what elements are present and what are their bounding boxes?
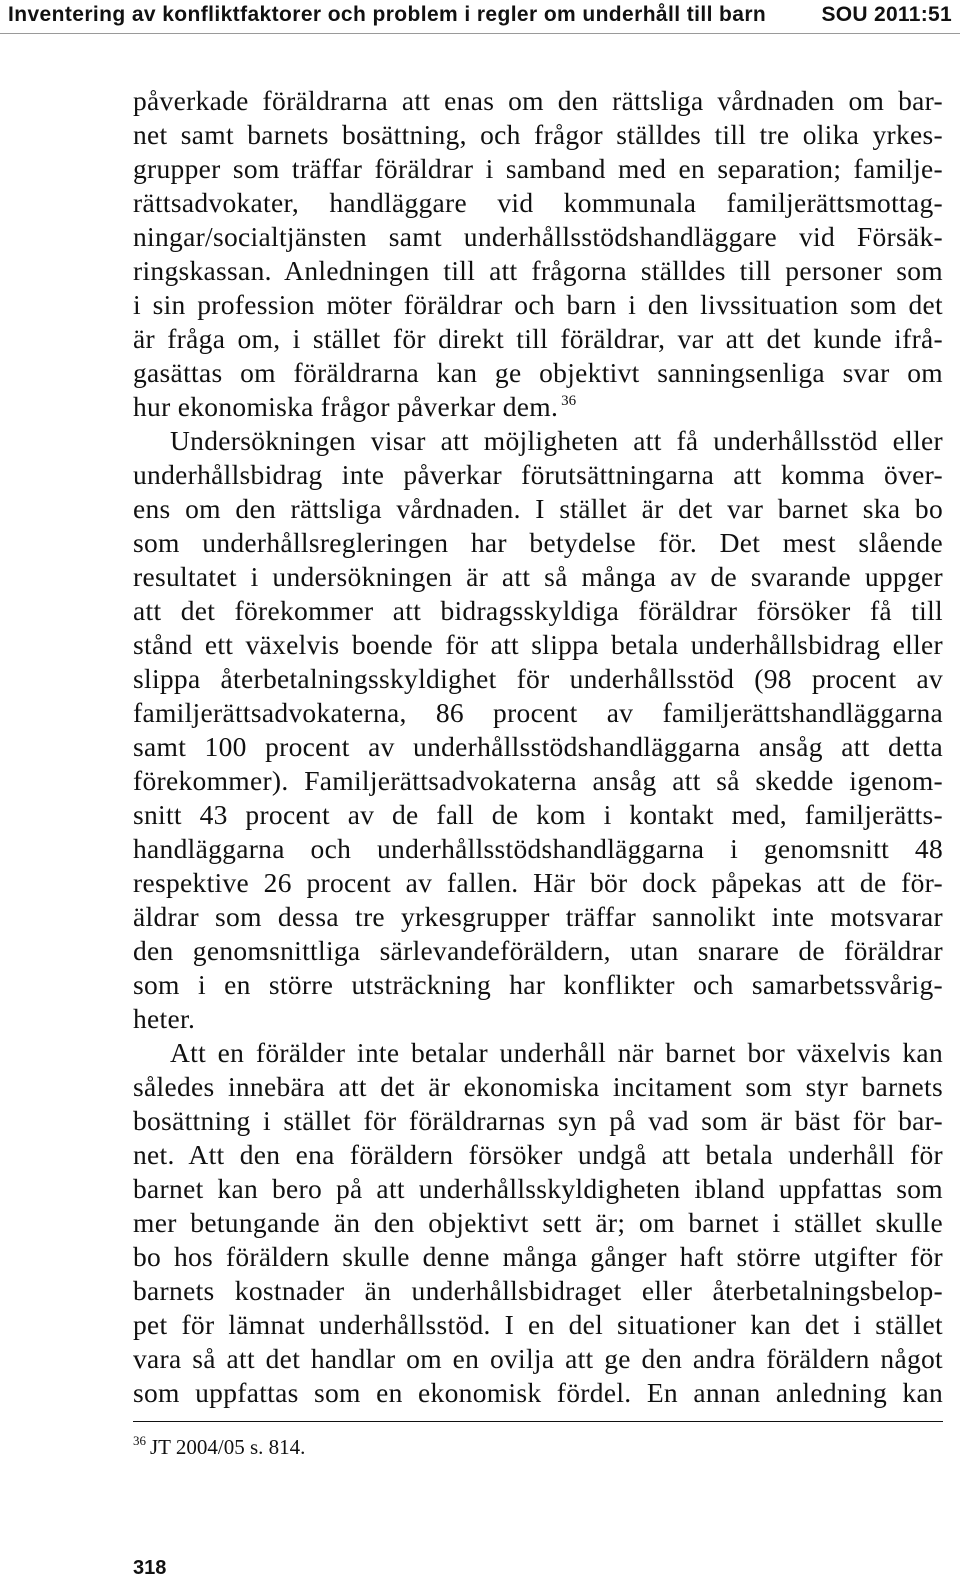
text-line: i sin profession möter föräldrar och barn i den livssituation som det: [133, 289, 943, 320]
text-line: resultatet i undersökningen är att så många av de svarande uppger: [133, 561, 943, 592]
body-text: [133, 84, 943, 1410]
text-line: slippa återbetalningsskyldighet för underhållsstöd (98 procent av: [133, 663, 943, 694]
running-head-series: SOU 2011:51: [821, 3, 952, 26]
text-line: förekommer). Familjerättsadvokaterna ansåg att så skedde igenom-: [133, 765, 943, 796]
text-line: ningar/socialtjänsten samt underhållsstödshandläggare vid Försäk-: [133, 221, 943, 252]
text-line: den genomsnittliga särlevandeföräldern, utan snarare de föräldrar: [133, 935, 943, 966]
text-line: net. Att den ena föräldern försöker undgå att betala underhåll för: [133, 1139, 943, 1170]
text-line: barnet kan bero på att underhållsskyldigheten ibland uppfattas som: [133, 1173, 943, 1204]
header-rule: [0, 33, 960, 34]
text-line: som uppfattas som en ekonomisk fördel. En annan anledning kan: [133, 1377, 943, 1408]
text-line: således innebära att det är ekonomiska incitament som styr barnets: [133, 1071, 943, 1102]
text-line: samt 100 procent av underhållsstödshandläggarna ansåg att detta: [133, 731, 943, 762]
text-line: hur ekonomiska frågor påverkar dem.: [133, 391, 559, 422]
running-head-title: Inventering av konfliktfaktorer och problem i regler om underhåll till barn: [8, 3, 767, 26]
text-line: grupper som träffar föräldrar i samband med en separation; familje-: [133, 153, 943, 184]
text-line: påverkade föräldrarna att enas om den rättsliga vårdnaden om bar-: [133, 85, 943, 116]
text-line: är fråga om, i stället för direkt till föräldrar, var att det kunde ifrå-: [133, 323, 943, 354]
text-line: handläggarna och underhållsstödshandläggarna i genomsnitt 48: [133, 833, 943, 864]
paragraph: [133, 84, 943, 424]
footnote: [133, 1434, 305, 1463]
text-line: som i en större utsträckning har konflikter och samarbetssvårig-: [133, 969, 943, 1000]
footnote-number: 36: [133, 1433, 146, 1448]
text-line: att det förekommer att bidragsskyldiga föräldrar försöker få till: [133, 595, 943, 626]
text-line: snitt 43 procent av de fall de kom i kontakt med, familjerätts-: [133, 799, 943, 830]
text-line: Undersökningen visar att möjligheten att få underhållsstöd eller: [170, 425, 943, 456]
text-line: familjerättsadvokaterna, 86 procent av familjerättshandläggarna: [133, 697, 943, 728]
text-line: rättsadvokater, handläggare vid kommunala familjerättsmottag-: [133, 187, 943, 218]
text-line: äldrar som dessa tre yrkesgrupper träffar sannolikt inte motsvarar: [133, 901, 943, 932]
text-line: net samt barnets bosättning, och frågor ställdes till tre olika yrkes-: [133, 119, 943, 150]
footnote-rule: [133, 1421, 943, 1422]
text-line: gasättas om föräldrarna kan ge objektivt sanningsenliga svar om: [133, 357, 943, 388]
footnote-reference: 36: [561, 393, 577, 409]
text-line: som underhållsregleringen har betydelse för. Det mest slående: [133, 527, 943, 558]
text-line: stånd ett växelvis boende för att slippa betala underhållsbidrag eller: [133, 629, 943, 660]
text-line-with-footnote-ref: [133, 390, 943, 424]
page-number: 318: [133, 1557, 167, 1579]
paragraph: [133, 1036, 943, 1410]
text-line: ringskassan. Anledningen till att frågorna ställdes till personer som: [133, 255, 943, 286]
paragraph: [133, 424, 943, 1036]
text-line: Att en förälder inte betalar underhåll när barnet bor växelvis kan: [170, 1037, 943, 1068]
text-line: pet för lämnat underhållsstöd. I en del situationer kan det i stället: [133, 1309, 943, 1340]
text-line: underhållsbidrag inte påverkar förutsättningarna att komma över-: [133, 459, 943, 490]
text-line: respektive 26 procent av fallen. Här bör dock påpekas att de för-: [133, 867, 943, 898]
text-line: ens om den rättsliga vårdnaden. I stället är det var barnet ska bo: [133, 493, 943, 524]
footnote-text: JT 2004/05 s. 814.: [150, 1435, 306, 1459]
text-line: barnets kostnader än underhållsbidraget eller återbetalningsbelop-: [133, 1275, 943, 1306]
text-line: bosättning i stället för föräldrarnas syn på vad som är bäst för bar-: [133, 1105, 943, 1136]
text-line: heter.: [133, 1003, 196, 1034]
text-line: bo hos föräldern skulle denne många gånger haft större utgifter för: [133, 1241, 943, 1272]
text-line: vara så att det handlar om en ovilja att ge den andra föräldern något: [133, 1343, 943, 1374]
text-line: mer betungande än den objektivt sett är; om barnet i stället skulle: [133, 1207, 943, 1238]
